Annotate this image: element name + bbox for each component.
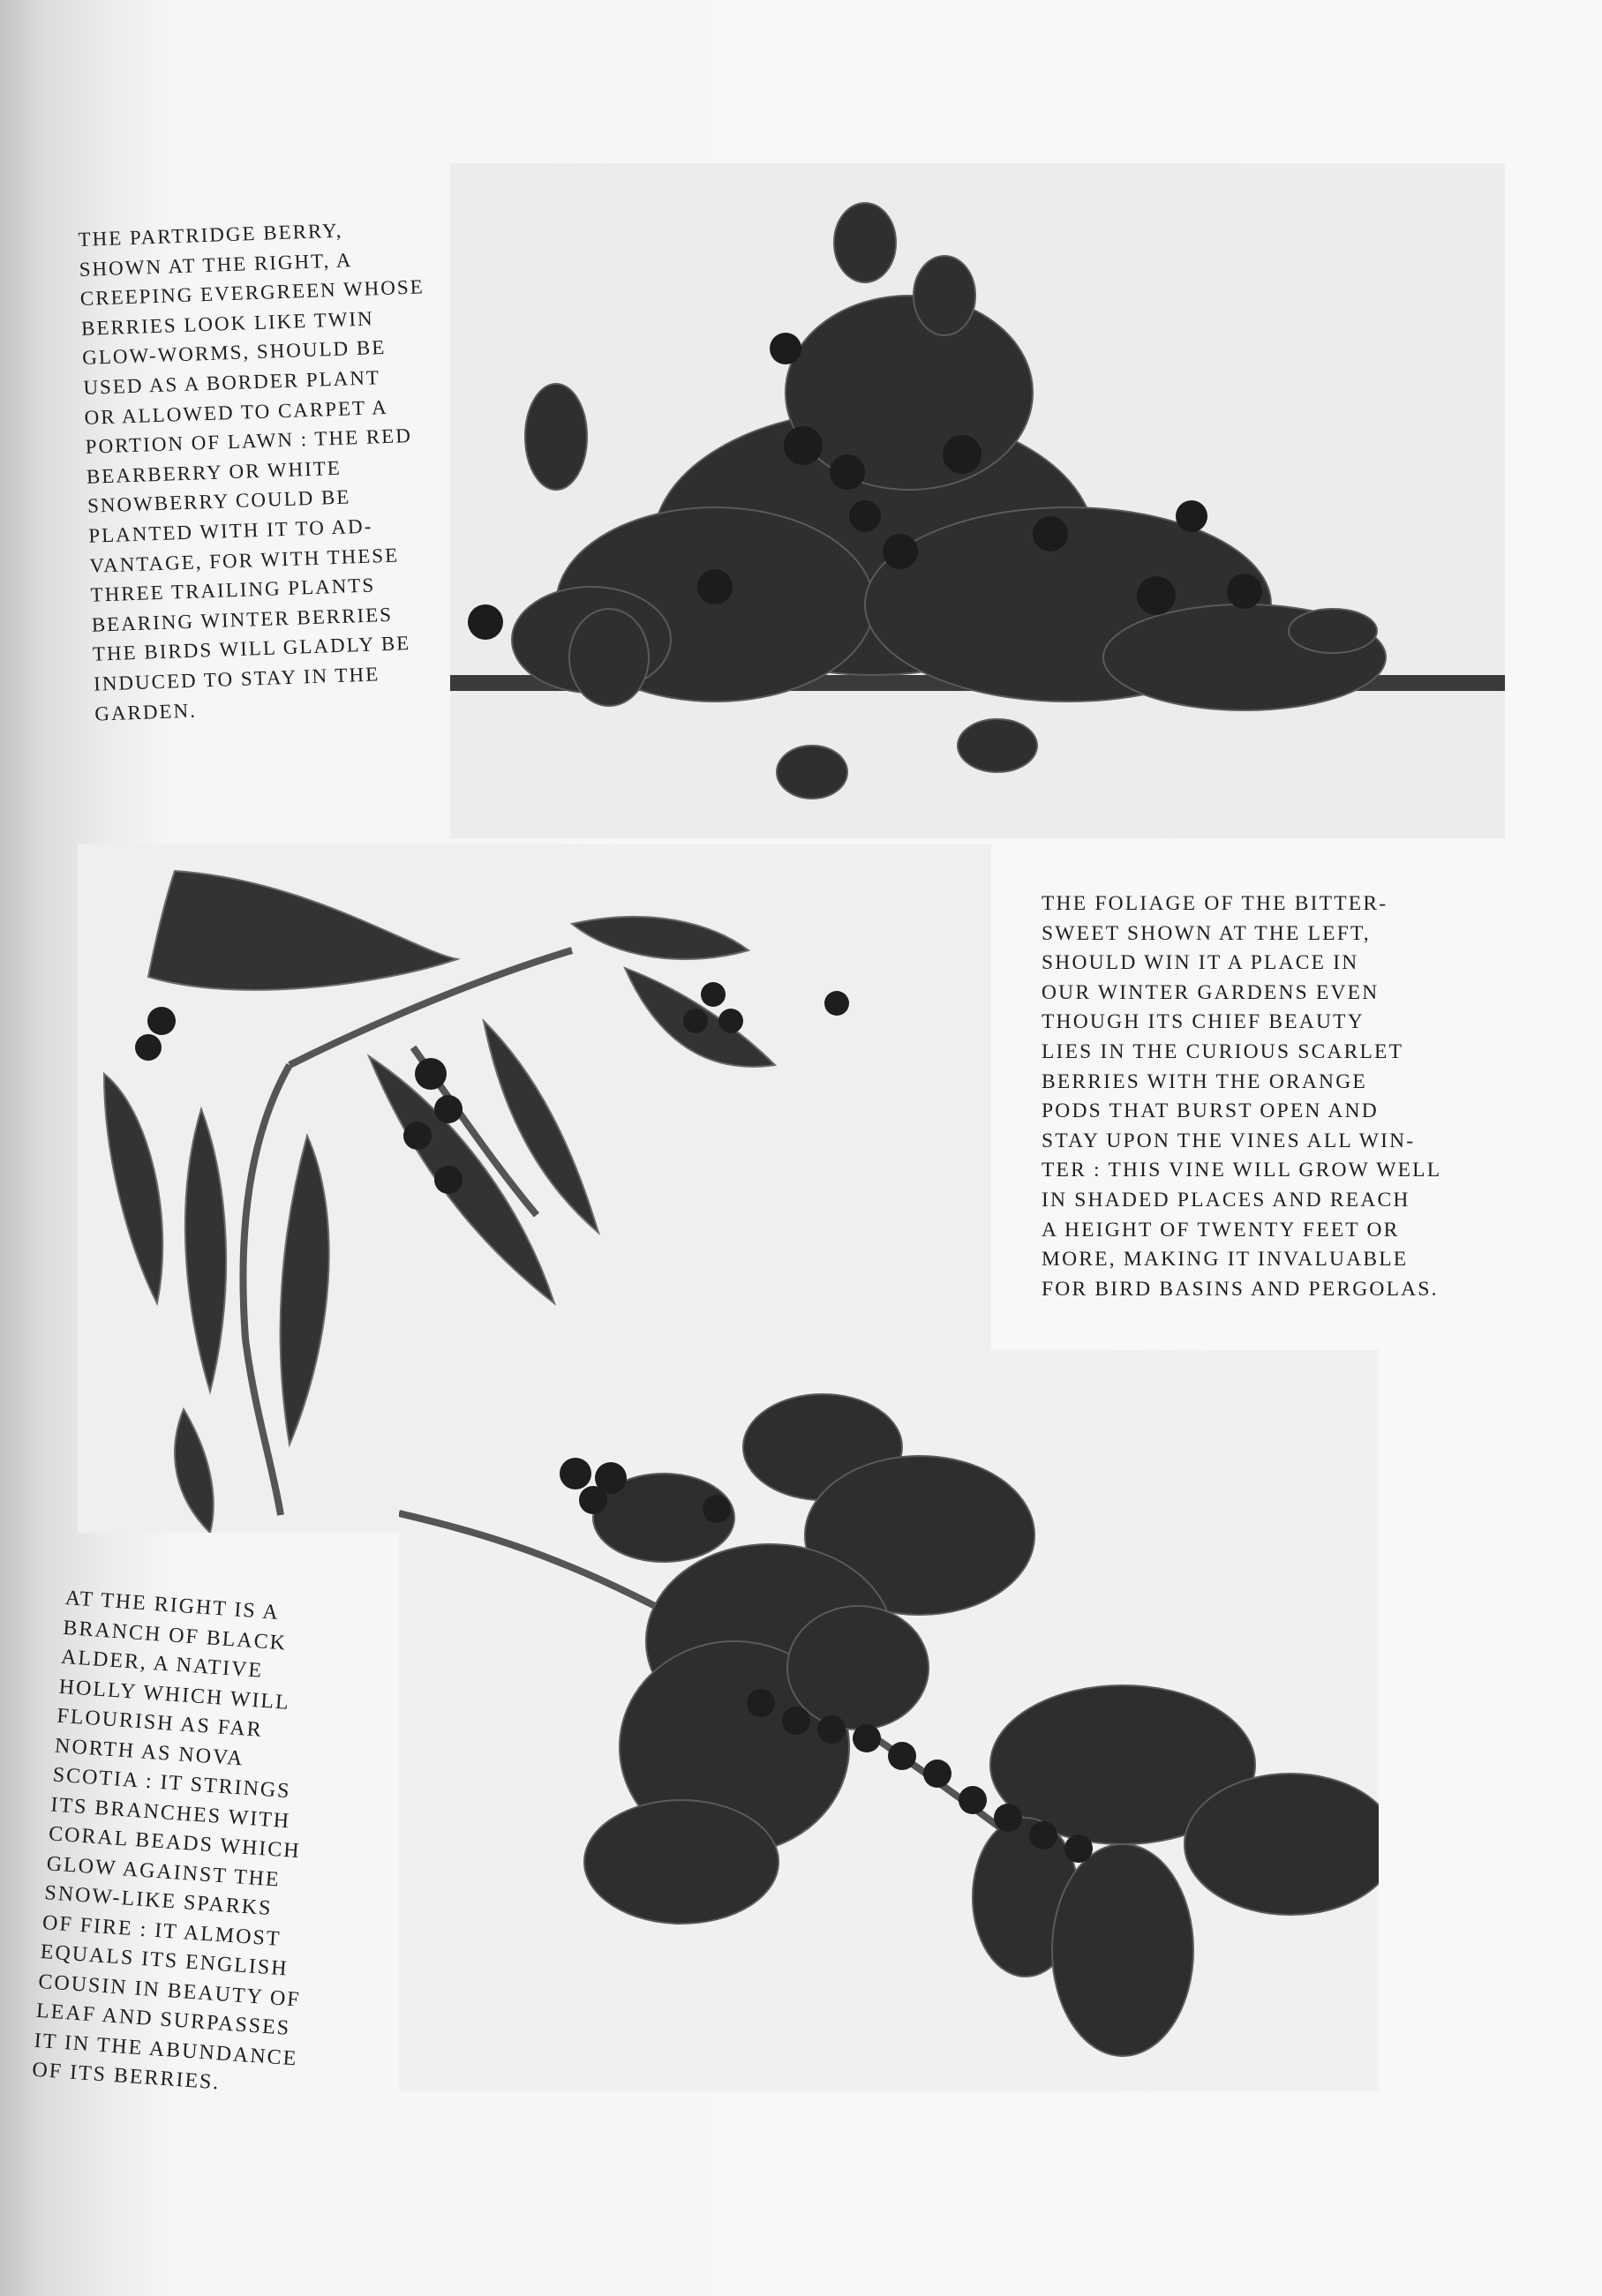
partridge-berry-illustration — [450, 163, 1505, 838]
black-alder-illustration — [399, 1350, 1379, 2091]
partridge-berry-caption: THE PARTRIDGE BERRY, SHOWN AT THE RIGHT, A CREEPING EVERGREEN WHOSE BERRIES LOOK LIKE TWIN GLOW-WORMS, SHOULD BE USED AS A BORDER PLANT OR ALLOWED TO CARPET A PORTION OF LAWN : THE RED BEARBERRY OR WHITE SNOWBERRY COULD BE PLANTED WITH IT TO AD- VANTAGE, FOR WITH THESE THREE TRAILING PLANTS BEARING WINTER BERRIES THE BIRDS WILL GLADLY BE INDUCED TO STAY IN THE GARDEN. — [78, 219, 425, 725]
black-alder-caption: AT THE RIGHT IS A BRANCH OF BLACK ALDER, A NATIVE HOLLY WHICH WILL FLOURISH AS FAR NORTH AS NOVA SCOTIA : IT STRINGS ITS BRANCHES WITH CORAL BEADS WHICH GLOW AGAINST THE SNOW-LIKE SPARKS OF FIRE : IT ALMOST EQUALS ITS ENGLISH COUSIN IN BEAUTY OF LEAF AND SURPASSES IT IN THE ABUNDANCE OF ITS BERRIES. — [31, 1586, 302, 2095]
partridge-berry-photo — [450, 163, 1505, 838]
bittersweet-caption: THE FOLIAGE OF THE BITTER- SWEET SHOWN AT THE LEFT, SHOULD WIN IT A PLACE IN OUR WINTER GARDENS EVEN THOUGH ITS CHIEF BEAUTY LIES IN THE CURIOUS SCARLET BERRIES WITH THE ORANGE PODS THAT BURST OPEN AND STAY UPON THE VINES ALL WIN- TER : THIS VINE WILL GROW WELL IN SHADED PLACES AND REACH A HEIGHT OF TWENTY FEET OR MORE, MAKING IT INVALUABLE FOR BIRD BASINS AND PERGOLAS. — [1042, 892, 1442, 1301]
black-alder-photo — [399, 1350, 1379, 2091]
